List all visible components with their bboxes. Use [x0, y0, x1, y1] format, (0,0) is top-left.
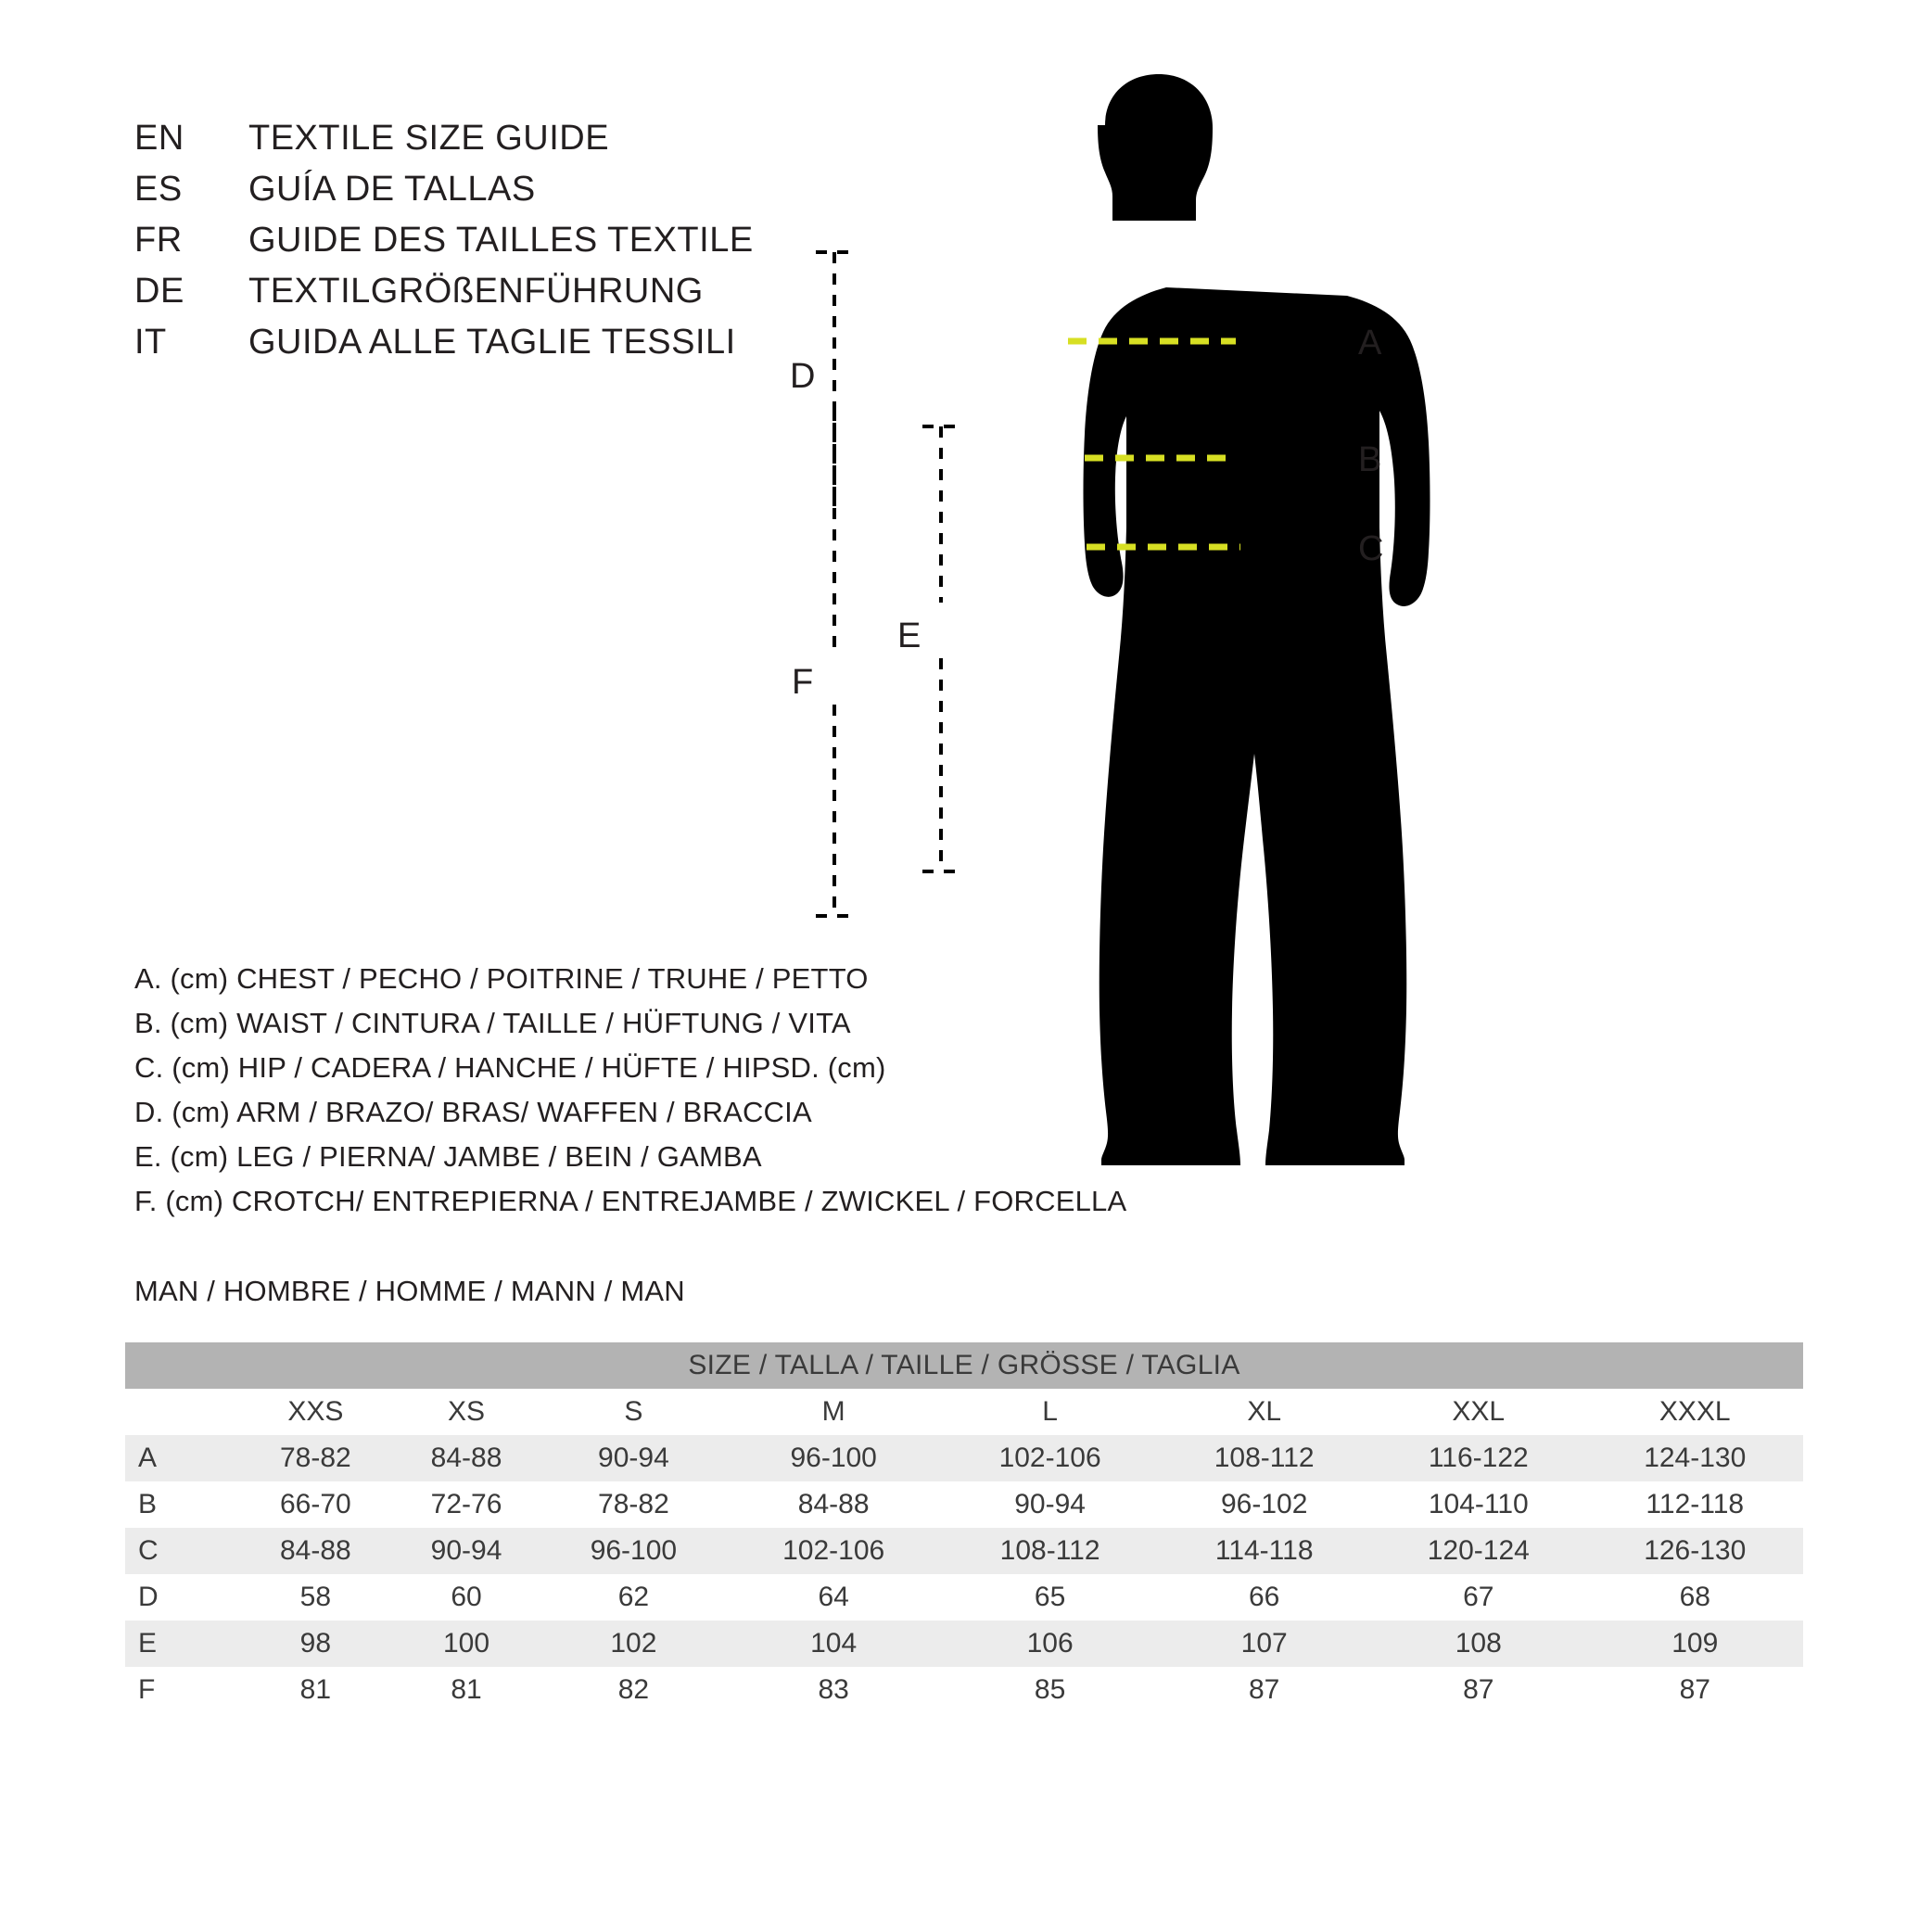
cell-f-xxl: 87 [1370, 1667, 1586, 1713]
row-label-a: A [125, 1435, 240, 1481]
cell-a-m: 96-100 [725, 1435, 941, 1481]
cell-f-xs: 81 [391, 1667, 542, 1713]
cell-b-xl: 96-102 [1158, 1481, 1370, 1528]
column-header-m: M [725, 1389, 941, 1435]
table-row [125, 1621, 1803, 1667]
cell-d-m: 64 [725, 1574, 941, 1621]
cell-e-xxl: 108 [1370, 1621, 1586, 1667]
cell-f-s: 82 [541, 1667, 725, 1713]
cell-c-xs: 90-94 [391, 1528, 542, 1574]
table-row [125, 1435, 1803, 1481]
title-language-code: DE [134, 272, 184, 311]
table-row [125, 1667, 1803, 1713]
cell-d-s: 62 [541, 1574, 725, 1621]
cell-a-xxl: 116-122 [1370, 1435, 1586, 1481]
cell-e-xxs: 98 [240, 1621, 391, 1667]
cell-e-xl: 107 [1158, 1621, 1370, 1667]
cell-f-xxs: 81 [240, 1667, 391, 1713]
cell-d-xl: 66 [1158, 1574, 1370, 1621]
column-header-s: S [541, 1389, 725, 1435]
title-row [134, 272, 754, 323]
table-row [125, 1574, 1803, 1621]
dimension-label-f: F [792, 663, 814, 702]
callout-label-a: A [1358, 324, 1382, 362]
cell-a-s: 90-94 [541, 1435, 725, 1481]
cell-c-xxs: 84-88 [240, 1528, 391, 1574]
column-header-l: L [942, 1389, 1158, 1435]
cell-c-xl: 114-118 [1158, 1528, 1370, 1574]
dimension-label-e: E [897, 616, 922, 655]
row-label-b: B [125, 1481, 240, 1528]
cell-b-xxl: 104-110 [1370, 1481, 1586, 1528]
cell-a-xxs: 78-82 [240, 1435, 391, 1481]
legend-item-e: E. (cm) LEG / PIERNA/ JAMBE / BEIN / GAMBA [134, 1140, 762, 1173]
cell-b-xs: 72-76 [391, 1481, 542, 1528]
title-language-code: EN [134, 119, 184, 158]
column-header-blank [125, 1389, 240, 1435]
dimension-f [816, 252, 853, 916]
table-row [125, 1481, 1803, 1528]
cell-d-xs: 60 [391, 1574, 542, 1621]
title-row [134, 119, 754, 170]
title-language-text: TEXTILGRÖßENFÜHRUNG [248, 272, 704, 311]
legend-item-d: D. (cm) ARM / BRAZO/ BRAS/ WAFFEN / BRACCIA [134, 1096, 812, 1128]
title-language-text: GUIDE DES TAILLES TEXTILE [248, 221, 754, 260]
table-row [125, 1528, 1803, 1574]
cell-f-m: 83 [725, 1667, 941, 1713]
title-language-code: ES [134, 170, 183, 209]
row-label-c: C [125, 1528, 240, 1574]
column-header-xxxl: XXXL [1587, 1389, 1804, 1435]
cell-a-xxxl: 124-130 [1587, 1435, 1804, 1481]
callout-label-b: B [1358, 440, 1382, 479]
cell-b-l: 90-94 [942, 1481, 1158, 1528]
title-block [134, 119, 754, 374]
cell-e-s: 102 [541, 1621, 725, 1667]
title-language-text: GUIDA ALLE TAGLIE TESSILI [248, 323, 736, 362]
column-header-xl: XL [1158, 1389, 1370, 1435]
row-label-d: D [125, 1574, 240, 1621]
dimension-label-d: D [790, 357, 816, 396]
title-row [134, 170, 754, 221]
cell-a-l: 102-106 [942, 1435, 1158, 1481]
cell-d-xxs: 58 [240, 1574, 391, 1621]
cell-b-xxxl: 112-118 [1587, 1481, 1804, 1528]
cell-c-l: 108-112 [942, 1528, 1158, 1574]
man-silhouette [1084, 74, 1430, 1165]
cell-a-xs: 84-88 [391, 1435, 542, 1481]
cell-c-m: 102-106 [725, 1528, 941, 1574]
title-language-code: FR [134, 221, 183, 260]
size-table [125, 1342, 1803, 1713]
cell-c-s: 96-100 [541, 1528, 725, 1574]
column-header-xxs: XXS [240, 1389, 391, 1435]
cell-b-m: 84-88 [725, 1481, 941, 1528]
cell-a-xl: 108-112 [1158, 1435, 1370, 1481]
cell-f-xxxl: 87 [1587, 1667, 1804, 1713]
cell-d-xxxl: 68 [1587, 1574, 1804, 1621]
cell-b-s: 78-82 [541, 1481, 725, 1528]
row-label-f: F [125, 1667, 240, 1713]
cell-d-xxl: 67 [1370, 1574, 1586, 1621]
row-label-e: E [125, 1621, 240, 1667]
column-header-xs: XS [391, 1389, 542, 1435]
dimension-e [922, 426, 960, 871]
title-language-text: GUÍA DE TALLAS [248, 170, 536, 209]
legend-item-f: F. (cm) CROTCH/ ENTREPIERNA / ENTREJAMBE / ZWICKEL / FORCELLA [134, 1185, 1127, 1217]
cell-c-xxxl: 126-130 [1587, 1528, 1804, 1574]
body-measurement-diagram [790, 74, 1863, 1233]
cell-f-xl: 87 [1158, 1667, 1370, 1713]
cell-d-l: 65 [942, 1574, 1158, 1621]
cell-b-xxs: 66-70 [240, 1481, 391, 1528]
cell-f-l: 85 [942, 1667, 1158, 1713]
callout-label-c: C [1358, 529, 1384, 568]
cell-e-xxxl: 109 [1587, 1621, 1804, 1667]
title-language-text: TEXTILE SIZE GUIDE [248, 119, 610, 158]
gender-label: MAN / HOMBRE / HOMME / MANN / MAN [134, 1275, 685, 1307]
cell-e-l: 106 [942, 1621, 1158, 1667]
legend-item-b: B. (cm) WAIST / CINTURA / TAILLE / HÜFTUNG / VITA [134, 1007, 851, 1039]
legend-item-c: C. (cm) HIP / CADERA / HANCHE / HÜFTE / HIPSD. (cm) [134, 1051, 886, 1084]
cell-e-m: 104 [725, 1621, 941, 1667]
table-header-band [125, 1342, 1803, 1389]
legend-item-a: A. (cm) CHEST / PECHO / POITRINE / TRUHE / PETTO [134, 962, 869, 995]
column-header-xxl: XXL [1370, 1389, 1586, 1435]
title-row [134, 221, 754, 272]
title-language-code: IT [134, 323, 167, 362]
measurement-legend [134, 962, 1126, 1229]
table-column-headers [125, 1389, 1803, 1435]
cell-e-xs: 100 [391, 1621, 542, 1667]
cell-c-xxl: 120-124 [1370, 1528, 1586, 1574]
table-header-band-label: SIZE / TALLA / TAILLE / GRÖSSE / TAGLIA [125, 1342, 1803, 1389]
title-row [134, 323, 754, 374]
